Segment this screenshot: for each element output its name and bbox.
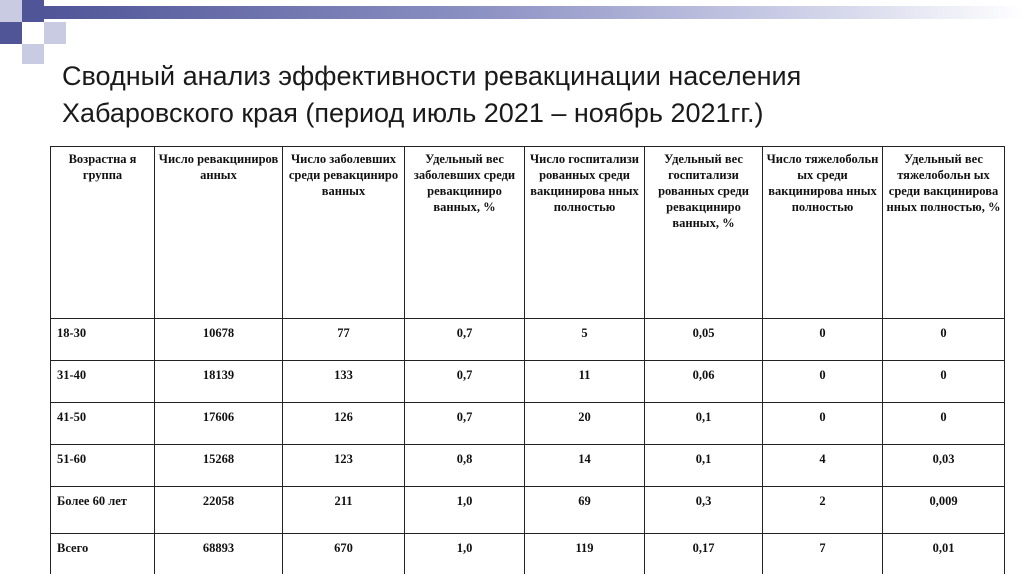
table-cell: 20 (525, 403, 645, 445)
table-cell: 0,7 (405, 361, 525, 403)
table-cell: 211 (283, 487, 405, 534)
table-cell: Более 60 лет (51, 487, 155, 534)
table-cell: 0 (883, 361, 1005, 403)
header-sick-share: Удельный вес заболевших среди ревакциниро ванных, % (405, 147, 525, 319)
header-age-group: Возрастна я группа (51, 147, 155, 319)
header-severe-share: Удельный вес тяжелобольн ых среди вакцинирова нных полностью, % (883, 147, 1005, 319)
table-cell: 69 (525, 487, 645, 534)
table-cell: 123 (283, 445, 405, 487)
decor-square (44, 22, 66, 44)
decor-square (22, 44, 44, 64)
table-row (51, 319, 1005, 361)
table-row (51, 445, 1005, 487)
table-cell: 0,01 (883, 534, 1005, 574)
table-cell: 2 (763, 487, 883, 534)
header-sick-count: Число заболевших среди ревакциниро ванных (283, 147, 405, 319)
table-cell: 0,1 (645, 445, 763, 487)
decor-square (22, 22, 44, 44)
table-cell: 1,0 (405, 487, 525, 534)
table-cell: 7 (763, 534, 883, 574)
table-cell: 119 (525, 534, 645, 574)
header-revaccinated-count: Число ревакциниров анных (155, 147, 283, 319)
table-cell: 10678 (155, 319, 283, 361)
table-cell: 0,03 (883, 445, 1005, 487)
table-cell: 31-40 (51, 361, 155, 403)
table-cell: 1,0 (405, 534, 525, 574)
header-hospitalized-share: Удельный вес госпитализи рованных среди ревакциниро ванных, % (645, 147, 763, 319)
title-line-1: Сводный анализ эффективности ревакцинации населения (62, 61, 802, 91)
table-cell: 18139 (155, 361, 283, 403)
table-cell: Всего (51, 534, 155, 574)
table-cell: 77 (283, 319, 405, 361)
table-cell: 0,7 (405, 403, 525, 445)
vaccination-table (50, 146, 1005, 574)
title-line-2: Хабаровского края (период июль 2021 – ноябрь 2021гг.) (62, 98, 764, 128)
table-cell: 0,3 (645, 487, 763, 534)
header-gradient-bar (44, 6, 1024, 19)
table-cell: 0,17 (645, 534, 763, 574)
table-cell: 68893 (155, 534, 283, 574)
table-cell: 5 (525, 319, 645, 361)
table-cell: 133 (283, 361, 405, 403)
table-cell: 22058 (155, 487, 283, 534)
table-cell: 41-50 (51, 403, 155, 445)
header-severe-count: Число тяжелобольн ых среди вакцинирова нных полностью (763, 147, 883, 319)
table-cell: 15268 (155, 445, 283, 487)
table-cell: 18-30 (51, 319, 155, 361)
table-cell: 0 (763, 319, 883, 361)
table-cell: 0,1 (645, 403, 763, 445)
table-cell: 0 (763, 361, 883, 403)
decor-square (22, 0, 44, 22)
table-row (51, 403, 1005, 445)
decor-square (0, 0, 22, 22)
slide-title (62, 58, 1002, 132)
table-cell: 0,05 (645, 319, 763, 361)
table-cell: 0 (763, 403, 883, 445)
table-cell: 11 (525, 361, 645, 403)
table-cell: 0,06 (645, 361, 763, 403)
decor-square (0, 22, 22, 44)
table-row-total (51, 534, 1005, 574)
table-header-row (51, 147, 1005, 319)
table-cell: 0,8 (405, 445, 525, 487)
table-cell: 51-60 (51, 445, 155, 487)
table-cell: 0 (883, 319, 1005, 361)
table-row (51, 361, 1005, 403)
table-cell: 4 (763, 445, 883, 487)
table-cell: 0,7 (405, 319, 525, 361)
header-hospitalized-count: Число госпитализи рованных среди вакцинирова нных полностью (525, 147, 645, 319)
table-cell: 0 (883, 403, 1005, 445)
table-cell: 17606 (155, 403, 283, 445)
table-cell: 126 (283, 403, 405, 445)
table-row (51, 487, 1005, 534)
table-cell: 670 (283, 534, 405, 574)
table-cell: 0,009 (883, 487, 1005, 534)
table-cell: 14 (525, 445, 645, 487)
